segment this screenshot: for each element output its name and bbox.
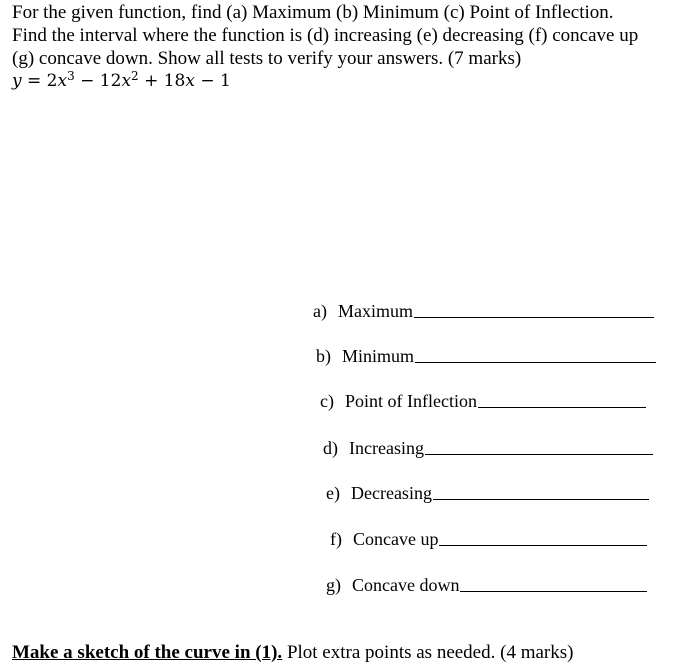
answer-row-minimum: [316, 346, 656, 366]
equation-op3: −: [200, 71, 215, 91]
answer-marker: d): [323, 438, 338, 458]
sketch-instruction-emphasis: Make a sketch of the curve in (1).: [12, 642, 283, 663]
answer-row-decreasing: [326, 483, 649, 503]
equation-term3-coef: 18: [163, 71, 186, 91]
equation-op1: −: [80, 71, 95, 91]
answer-marker: b): [316, 346, 331, 366]
question-line-3: (g) concave down. Show all tests to verify your answers. (7 marks): [12, 48, 522, 69]
answer-marker: c): [320, 391, 334, 411]
answer-label: Maximum: [337, 301, 413, 321]
equation-term2-exp: 2: [131, 69, 139, 83]
answer-row-inflection: [320, 391, 646, 411]
answer-row-concave-up: [330, 529, 647, 549]
question-line-1: For the given function, find (a) Maximum (b) Minimum (c) Point of Inflection.: [12, 2, 614, 23]
answer-label: Decreasing: [350, 483, 432, 503]
equation-term4: 1: [220, 71, 231, 91]
answer-label: Point of Inflection: [344, 391, 477, 411]
equation-op2: +: [144, 71, 159, 91]
equation-lhs: y: [12, 71, 22, 91]
answer-blank-increasing[interactable]: [425, 453, 653, 455]
sketch-instruction-rest: Plot extra points as needed. (4 marks): [282, 642, 574, 663]
answer-blank-concave-up[interactable]: [439, 544, 647, 546]
equation-term1-exp: 3: [67, 69, 75, 83]
answer-row-maximum: [313, 301, 654, 321]
answer-row-concave-down: [326, 575, 647, 595]
answer-blank-concave-down[interactable]: [460, 590, 647, 592]
equation-term2-var: x: [121, 71, 132, 91]
equation-term1-coef: 2: [46, 71, 58, 91]
equation-term3-var: x: [185, 71, 195, 91]
answer-label: Increasing: [349, 438, 424, 458]
equation-equals: =: [27, 71, 42, 91]
answer-label: Concave down: [352, 575, 460, 595]
answer-label: Minimum: [342, 346, 415, 366]
answer-marker: a): [313, 301, 327, 321]
answer-marker: e): [326, 483, 340, 503]
answer-marker: f): [330, 529, 342, 549]
answer-marker: g): [326, 575, 341, 595]
answer-label: Concave up: [353, 529, 439, 549]
equation-term2-coef: 12: [99, 71, 122, 91]
answer-blank-inflection[interactable]: [478, 406, 646, 408]
equation-term1-var: x: [57, 71, 68, 91]
sketch-instruction: [12, 641, 573, 664]
answer-blank-maximum[interactable]: [414, 316, 654, 318]
answer-blank-minimum[interactable]: [415, 361, 656, 363]
question-line-2: Find the interval where the function is (d) increasing (e) decreasing (f) concave up: [12, 25, 639, 46]
answer-row-increasing: [323, 438, 653, 458]
answer-blank-decreasing[interactable]: [433, 498, 649, 500]
